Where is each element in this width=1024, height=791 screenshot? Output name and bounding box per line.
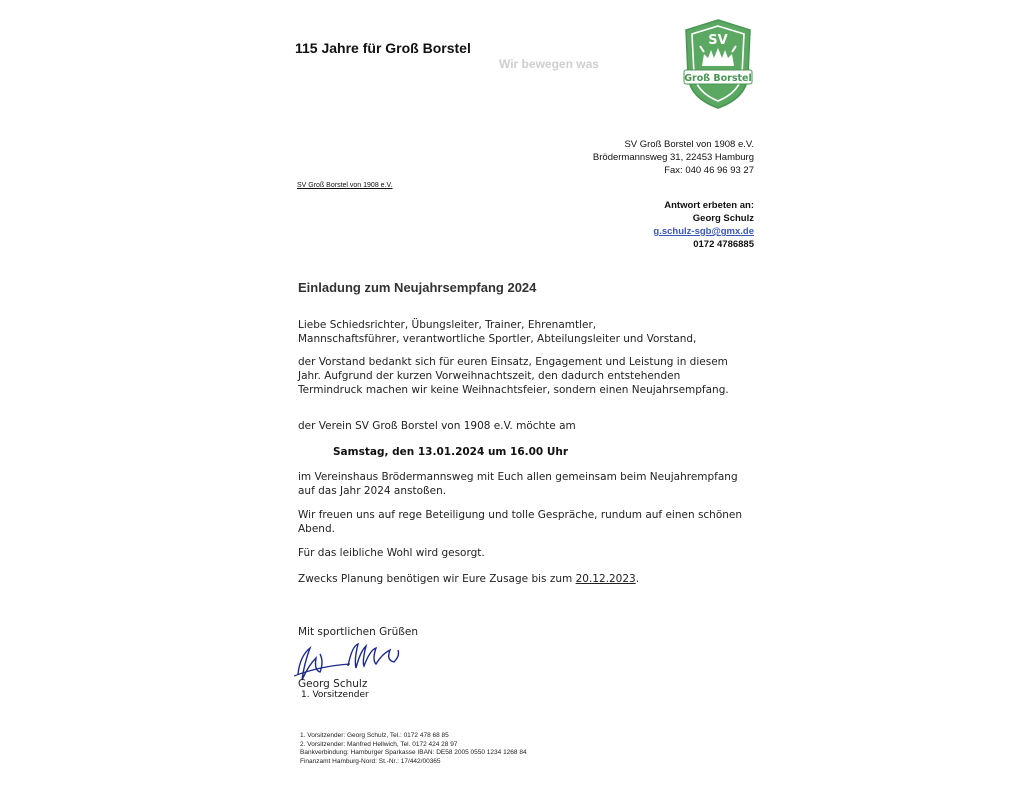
footer-line: 1. Vorsitzender: Georg Schulz, Tel.: 0172 478 68 85 <box>300 732 449 739</box>
sender-street: Brödermannsweg 31, 22453 Hamburg <box>592 152 754 163</box>
sender-fax: Fax: 040 46 96 93 27 <box>664 165 754 176</box>
salutation-line: Liebe Schiedsrichter, Übungsleiter, Trainer, Ehrenamtler, <box>298 319 597 331</box>
paragraph-looking-forward <box>298 508 743 536</box>
salutation-line: Mannschaftsführer, verantwortliche Sportler, Abteilungsleiter und Vorstand, <box>298 333 697 345</box>
paragraph-line: Abend. <box>298 523 335 535</box>
footer-info <box>300 732 527 766</box>
salutation <box>298 318 738 346</box>
paragraph-thanks <box>298 355 738 397</box>
paragraph-line: Jahr. Aufgrund der kurzen Vorweihnachtszeit, den dadurch entstehenden <box>298 370 681 382</box>
logo-sv-text: SV <box>708 33 728 48</box>
event-date: Samstag, den 13.01.2024 um 16.00 Uhr <box>333 446 569 458</box>
footer-line: Finanzamt Hamburg-Nord: St.-Nr.: 17/442/00365 <box>300 757 441 765</box>
logo-banner-text: Groß Borstel <box>684 73 752 84</box>
reply-phone: 0172 4786885 <box>693 239 754 250</box>
paragraph-line: Termindruck machen wir keine Weihnachtsfeier, sondern einen Neujahrsempfang. <box>298 384 729 396</box>
closing-greeting: Mit sportlichen Grüßen <box>298 626 418 638</box>
signer-name: Georg Schulz <box>298 678 368 690</box>
footer-line: Bankverbindung: Hamburger Sparkasse IBAN: DE58 2005 0550 1234 1268 84 <box>300 749 527 756</box>
paragraph-line: der Verein SV Groß Borstel von 1908 e.V. möchte am <box>298 420 576 432</box>
reply-email-link[interactable]: g.schulz-sgb@gmx.de <box>653 226 754 237</box>
reply-heading: Antwort erbeten an: <box>664 200 754 211</box>
paragraph-line: auf das Jahr 2024 anstoßen. <box>298 485 447 497</box>
paragraph-line: Wir freuen uns auf rege Beteiligung und tolle Gespräche, rundum auf einen schönen <box>298 509 743 521</box>
sender-name: SV Groß Borstel von 1908 e.V. <box>624 139 754 150</box>
reply-name: Georg Schulz <box>692 213 754 224</box>
deadline-suffix: . <box>635 573 640 585</box>
deadline-date: 20.12.2023 <box>575 573 636 585</box>
club-logo <box>680 18 756 110</box>
return-address: SV Groß Borstel von 1908 e.V. <box>297 182 393 189</box>
paragraph-intro <box>298 419 738 433</box>
letter-subject: Einladung zum Neujahrsempfang 2024 <box>298 280 537 295</box>
reply-contact <box>560 199 754 251</box>
slogan: Wir bewegen was <box>499 57 599 71</box>
paragraph-catering <box>298 546 738 560</box>
paragraph-location <box>298 470 738 498</box>
footer-line: 2. Vorsitzender: Manfred Hellwich, Tel. 0172 424 28 97 <box>300 740 458 748</box>
paragraph-line: Für das leibliche Wohl wird gesorgt. <box>298 547 485 559</box>
signer-role: 1. Vorsitzender <box>301 690 369 700</box>
deadline-prefix: Zwecks Planung benötigen wir Eure Zusage bis zum <box>298 573 576 585</box>
paragraph-line: der Vorstand bedankt sich für euren Einsatz, Engagement und Leistung in diesem <box>298 356 728 368</box>
paragraph-deadline <box>298 572 738 586</box>
header-title: 115 Jahre für Groß Borstel <box>295 40 471 56</box>
sender-address <box>560 138 754 177</box>
paragraph-line <box>298 572 738 586</box>
paragraph-line: im Vereinshaus Brödermannsweg mit Euch allen gemeinsam beim Neujahrempfang <box>298 471 738 483</box>
